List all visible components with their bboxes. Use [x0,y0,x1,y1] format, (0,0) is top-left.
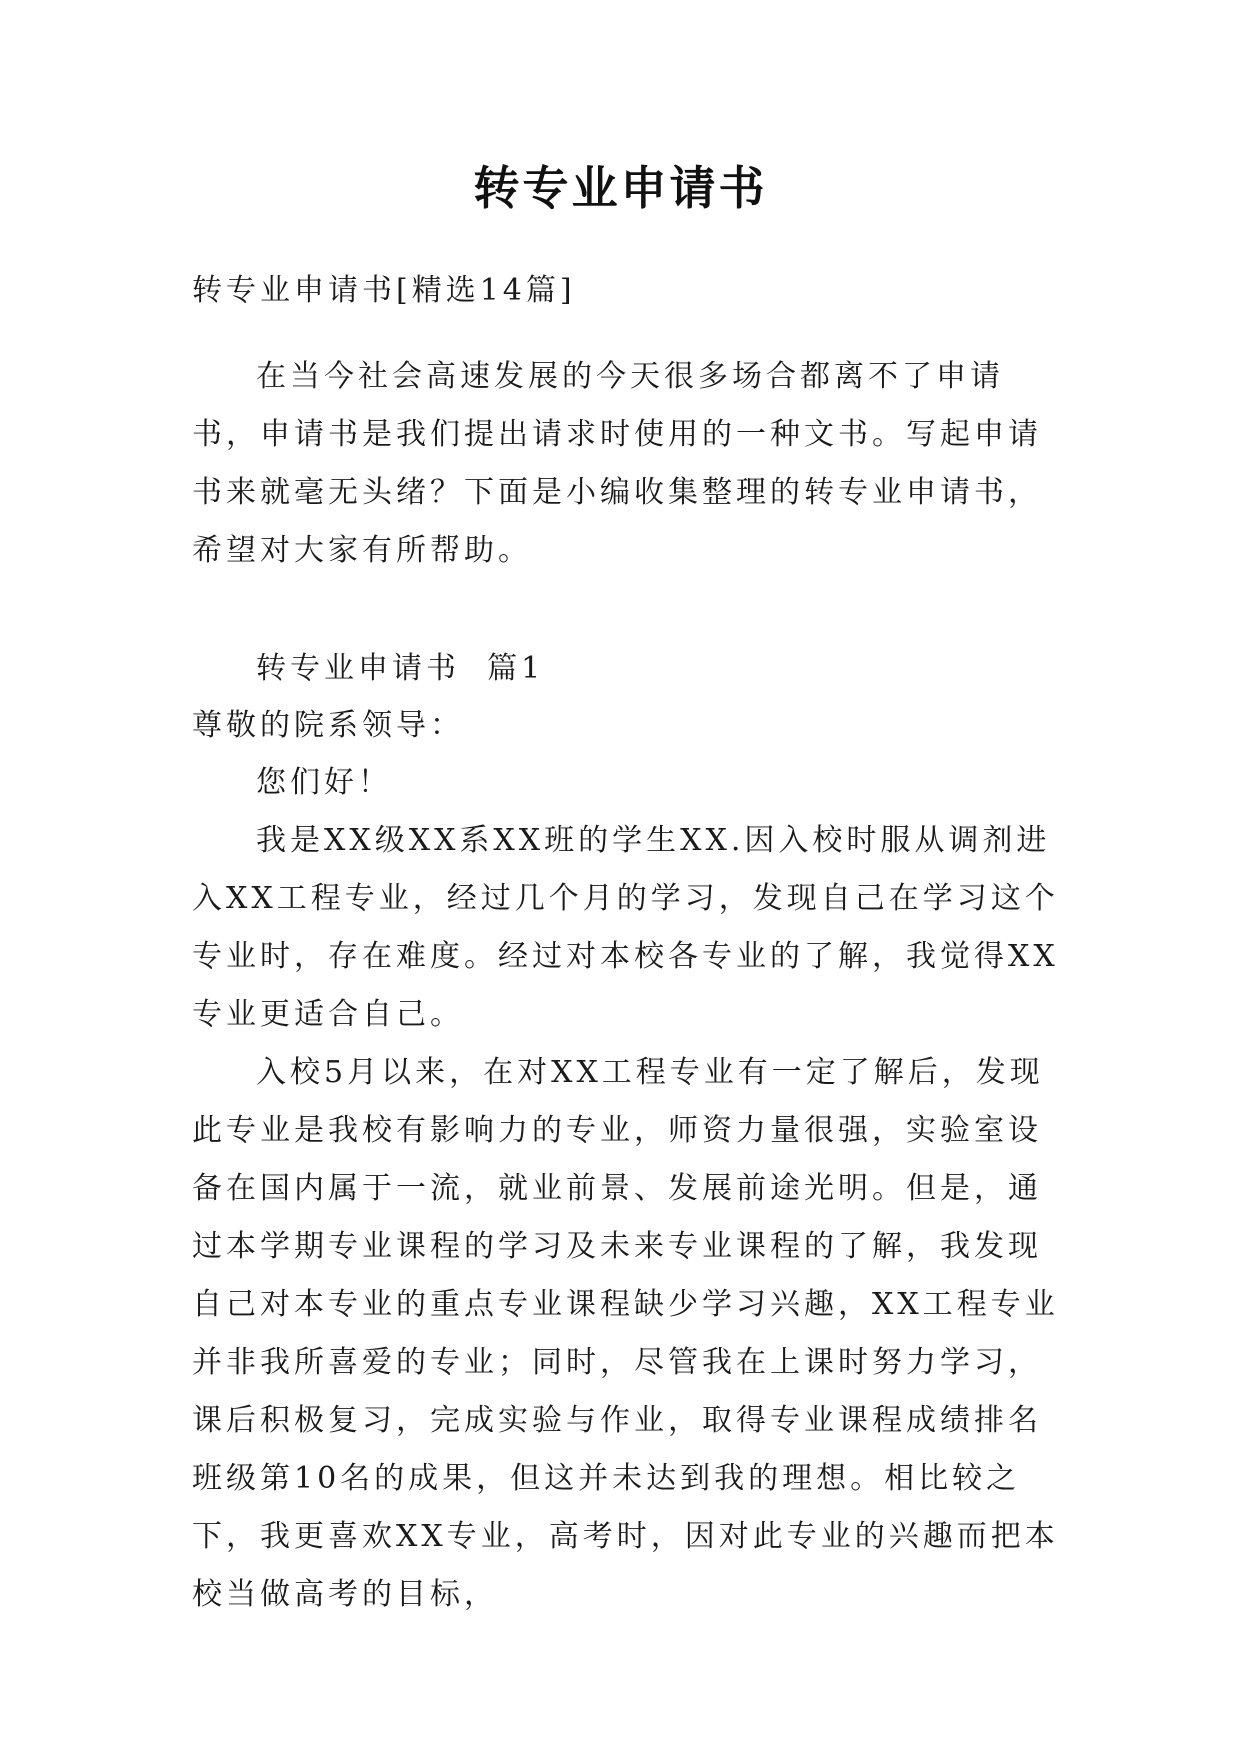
section-heading: 转专业申请书 篇1 [256,651,545,686]
document-title: 转专业申请书 [473,161,768,215]
body-paragraph: 入校5月以来，在对XX工程专业有一定了解后，发现此专业是我校有影响力的专业，师资力量很强，实验室设备在国内属于一流，就业前景、发展前途光明。但是，通过本学期专业课程的学习及未来专业课程的了解，我发现自己对本专业的重点专业课程缺少学习兴趣，XX工程专业并非我所喜爱的专业；同时，尽管我在上课时努力学习，课后积极复习，完成实验与作业，取得专业课程成绩排名班级第10名的成果，但这并未达到我的理想。相比较之下，我更喜欢XX专业，高考时，因对此专业的兴趣而把本校当做高考的目标， [192,1055,1059,1612]
greeting: 您们好！ [256,765,392,800]
salutation: 尊敬的院系领导： [192,708,464,743]
body-paragraph: 我是XX级XX系XX班的学生XX.因入校时服从调剂进入XX工程专业，经过几个月的学习，发现自己在学习这个专业时，存在难度。经过对本校各专业的了解，我觉得XX专业更适合自己。 [192,823,1059,1032]
intro-paragraph: 在当今社会高速发展的今天很多场合都离不了申请书，申请书是我们提出请求时使用的一种文书。写起申请书来就毫无头绪？下面是小编收集整理的转专业申请书，希望对大家有所帮助。 [192,359,1042,568]
document-subtitle: 转专业申请书[精选14篇] [192,273,576,308]
